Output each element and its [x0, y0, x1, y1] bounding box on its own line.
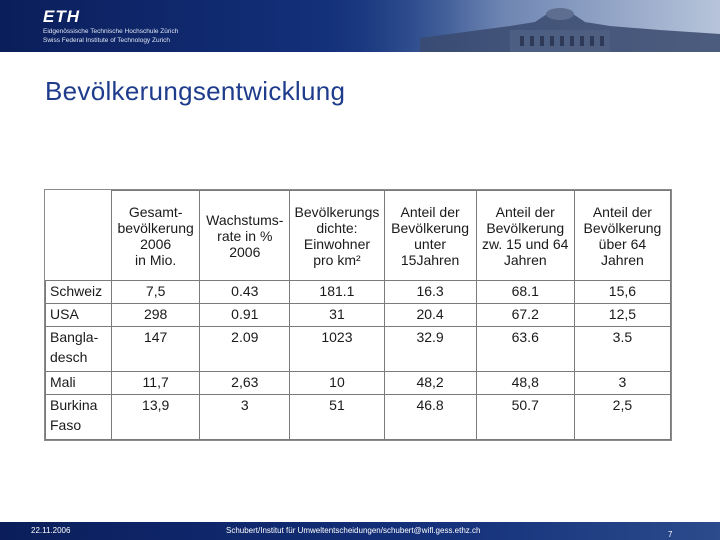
table-cell: 2,63	[200, 372, 290, 395]
table-cell: 16.3	[384, 281, 476, 304]
table-row	[46, 372, 671, 395]
table-cell: 48,2	[384, 372, 476, 395]
table-cell: 10	[290, 372, 384, 395]
eth-main-building-image	[360, 0, 720, 52]
footer-date: 22.11.2006	[31, 526, 71, 535]
eth-logo: ETH	[43, 7, 80, 26]
table-cell: 2.09	[200, 326, 290, 372]
table-cell: 13,9	[112, 395, 200, 440]
table-cell: 51	[290, 395, 384, 440]
header-share-15-to-64: Anteil der Bevölkerung zw. 15 und 64 Jahren	[476, 191, 574, 281]
page-number: 7	[668, 530, 673, 539]
table-header-row	[46, 191, 671, 281]
table-cell: 67.2	[476, 303, 574, 326]
country-cell: Mali	[46, 372, 112, 395]
footer-bar	[0, 522, 720, 540]
table-cell: 298	[112, 303, 200, 326]
table-cell: 3	[200, 395, 290, 440]
table-row	[46, 395, 671, 440]
table-cell: 46.8	[384, 395, 476, 440]
country-cell: Schweiz	[46, 281, 112, 304]
eth-subtitle-german: Eidgenössische Technische Hochschule Zürich	[43, 28, 179, 35]
table-cell: 48,8	[476, 372, 574, 395]
header-share-over-64: Anteil der Bevölkerung über 64 Jahren	[574, 191, 670, 281]
table-cell: 1023	[290, 326, 384, 372]
eth-header-banner	[0, 0, 720, 52]
header-growth-rate: Wachstums- rate in % 2006	[200, 191, 290, 281]
table-row	[46, 326, 671, 372]
header-population-density: Bevölkerungs dichte: Einwohner pro km²	[290, 191, 384, 281]
table-cell: 147	[112, 326, 200, 372]
table-cell: 15,6	[574, 281, 670, 304]
table-cell: 50.7	[476, 395, 574, 440]
slide-title: Bevölkerungsentwicklung	[45, 76, 346, 106]
country-cell: USA	[46, 303, 112, 326]
table-row	[46, 303, 671, 326]
header-total-population: Gesamt- bevölkerung 2006 in Mio.	[112, 191, 200, 281]
country-cell: Burkina Faso	[46, 395, 112, 440]
table-cell: 68.1	[476, 281, 574, 304]
table-cell: 3	[574, 372, 670, 395]
population-table	[45, 190, 671, 440]
country-cell: Bangla- desch	[46, 326, 112, 372]
table-row	[46, 281, 671, 304]
table-header-corner	[46, 191, 112, 281]
table-cell: 7,5	[112, 281, 200, 304]
population-table-frame	[44, 189, 672, 441]
table-cell: 31	[290, 303, 384, 326]
header-share-under-15: Anteil der Bevölkerung unter 15Jahren	[384, 191, 476, 281]
eth-subtitle-english: Swiss Federal Institute of Technology Zurich	[43, 37, 171, 44]
footer-author: Schubert/Institut für Umweltentscheidungen/schubert@wifl.gess.ethz.ch	[226, 526, 481, 535]
table-cell: 2,5	[574, 395, 670, 440]
table-cell: 12,5	[574, 303, 670, 326]
table-cell: 0.91	[200, 303, 290, 326]
table-cell: 32.9	[384, 326, 476, 372]
table-cell: 181.1	[290, 281, 384, 304]
table-cell: 63.6	[476, 326, 574, 372]
table-cell: 20.4	[384, 303, 476, 326]
table-cell: 0.43	[200, 281, 290, 304]
table-cell: 11,7	[112, 372, 200, 395]
table-cell: 3.5	[574, 326, 670, 372]
